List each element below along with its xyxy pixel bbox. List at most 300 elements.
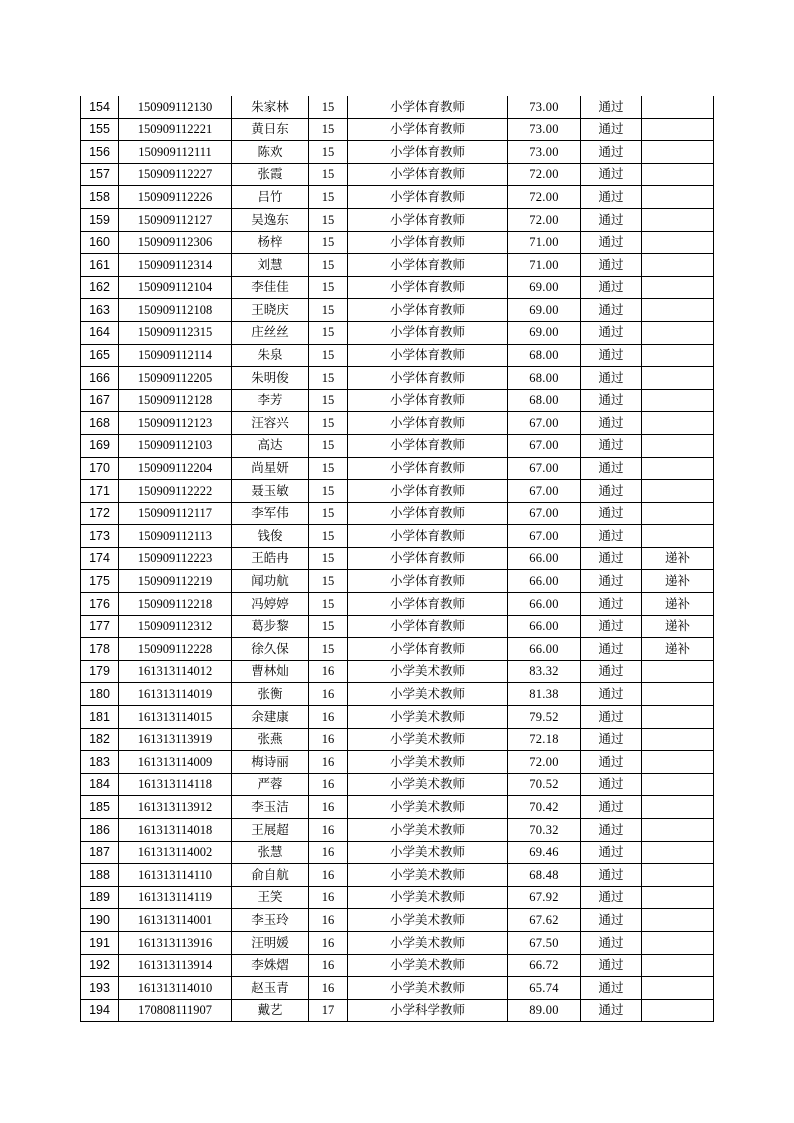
candidate-id: 161313114009	[119, 751, 232, 774]
row-number: 176	[81, 593, 119, 616]
group-code: 15	[309, 412, 348, 435]
group-code: 15	[309, 276, 348, 299]
group-code: 15	[309, 615, 348, 638]
candidate-name: 戴艺	[232, 999, 309, 1022]
remark	[642, 276, 714, 299]
table-row	[81, 480, 714, 503]
position-name: 小学体育教师	[348, 299, 508, 322]
candidate-name: 王展超	[232, 819, 309, 842]
group-code: 15	[309, 525, 348, 548]
remark	[642, 321, 714, 344]
group-code: 16	[309, 773, 348, 796]
remark	[642, 864, 714, 887]
group-code: 15	[309, 457, 348, 480]
remark	[642, 118, 714, 141]
row-number: 177	[81, 615, 119, 638]
score-value: 67.00	[508, 412, 581, 435]
result-status: 通过	[581, 615, 642, 638]
position-name: 小学体育教师	[348, 276, 508, 299]
result-status: 通过	[581, 819, 642, 842]
candidate-name: 李佳佳	[232, 276, 309, 299]
table-row	[81, 931, 714, 954]
group-code: 15	[309, 547, 348, 570]
candidate-id: 150909112117	[119, 502, 232, 525]
score-value: 69.00	[508, 321, 581, 344]
table-row	[81, 525, 714, 548]
candidate-name: 俞自航	[232, 864, 309, 887]
candidate-name: 汪容兴	[232, 412, 309, 435]
remark	[642, 728, 714, 751]
score-value: 66.00	[508, 638, 581, 661]
candidate-name: 张衡	[232, 683, 309, 706]
remark: 递补	[642, 615, 714, 638]
position-name: 小学美术教师	[348, 909, 508, 932]
position-name: 小学体育教师	[348, 615, 508, 638]
remark: 递补	[642, 593, 714, 616]
score-value: 68.00	[508, 367, 581, 390]
table-row	[81, 367, 714, 390]
candidate-id: 150909112205	[119, 367, 232, 390]
candidate-name: 朱家林	[232, 96, 309, 118]
score-value: 69.46	[508, 841, 581, 864]
position-name: 小学体育教师	[348, 163, 508, 186]
candidate-name: 陈欢	[232, 141, 309, 164]
candidate-name: 朱泉	[232, 344, 309, 367]
group-code: 16	[309, 706, 348, 729]
remark	[642, 841, 714, 864]
position-name: 小学美术教师	[348, 728, 508, 751]
remark	[642, 660, 714, 683]
table-row	[81, 412, 714, 435]
group-code: 15	[309, 638, 348, 661]
candidate-id: 150909112218	[119, 593, 232, 616]
table-row	[81, 841, 714, 864]
table-row	[81, 683, 714, 706]
position-name: 小学体育教师	[348, 141, 508, 164]
row-number: 183	[81, 751, 119, 774]
remark	[642, 96, 714, 118]
row-number: 190	[81, 909, 119, 932]
row-number: 185	[81, 796, 119, 819]
remark	[642, 886, 714, 909]
score-value: 89.00	[508, 999, 581, 1022]
candidate-id: 161313114118	[119, 773, 232, 796]
table-row	[81, 570, 714, 593]
candidate-name: 王皓冉	[232, 547, 309, 570]
score-value: 69.00	[508, 276, 581, 299]
candidate-id: 150909112314	[119, 254, 232, 277]
score-value: 70.32	[508, 819, 581, 842]
row-number: 188	[81, 864, 119, 887]
position-name: 小学美术教师	[348, 886, 508, 909]
row-number: 168	[81, 412, 119, 435]
group-code: 16	[309, 886, 348, 909]
result-status: 通过	[581, 841, 642, 864]
result-status: 通过	[581, 480, 642, 503]
table-row	[81, 118, 714, 141]
result-status: 通过	[581, 208, 642, 231]
group-code: 16	[309, 931, 348, 954]
candidate-id: 161313114110	[119, 864, 232, 887]
table-row	[81, 909, 714, 932]
result-status: 通过	[581, 276, 642, 299]
position-name: 小学体育教师	[348, 231, 508, 254]
candidate-id: 150909112113	[119, 525, 232, 548]
result-status: 通过	[581, 502, 642, 525]
table-row	[81, 773, 714, 796]
candidate-id: 150909112104	[119, 276, 232, 299]
table-row	[81, 819, 714, 842]
group-code: 15	[309, 299, 348, 322]
table-row	[81, 954, 714, 977]
result-status: 通过	[581, 547, 642, 570]
position-name: 小学体育教师	[348, 208, 508, 231]
candidate-id: 150909112222	[119, 480, 232, 503]
candidate-id: 161313114018	[119, 819, 232, 842]
candidate-name: 李玉玲	[232, 909, 309, 932]
row-number: 187	[81, 841, 119, 864]
remark	[642, 502, 714, 525]
position-name: 小学美术教师	[348, 773, 508, 796]
candidate-name: 徐久保	[232, 638, 309, 661]
candidate-id: 150909112226	[119, 186, 232, 209]
group-code: 16	[309, 954, 348, 977]
candidate-name: 冯婷婷	[232, 593, 309, 616]
row-number: 164	[81, 321, 119, 344]
result-status: 通过	[581, 954, 642, 977]
score-value: 72.18	[508, 728, 581, 751]
row-number: 181	[81, 706, 119, 729]
score-value: 67.62	[508, 909, 581, 932]
table-row	[81, 321, 714, 344]
candidate-id: 170808111907	[119, 999, 232, 1022]
group-code: 15	[309, 367, 348, 390]
row-number: 161	[81, 254, 119, 277]
remark	[642, 796, 714, 819]
row-number: 192	[81, 954, 119, 977]
score-value: 67.00	[508, 457, 581, 480]
table-row	[81, 977, 714, 1000]
position-name: 小学体育教师	[348, 254, 508, 277]
position-name: 小学体育教师	[348, 434, 508, 457]
position-name: 小学美术教师	[348, 683, 508, 706]
group-code: 15	[309, 96, 348, 118]
row-number: 171	[81, 480, 119, 503]
row-number: 194	[81, 999, 119, 1022]
table-row	[81, 751, 714, 774]
position-name: 小学体育教师	[348, 547, 508, 570]
row-number: 155	[81, 118, 119, 141]
remark	[642, 186, 714, 209]
row-number: 160	[81, 231, 119, 254]
row-number: 175	[81, 570, 119, 593]
position-name: 小学美术教师	[348, 864, 508, 887]
remark	[642, 434, 714, 457]
row-number: 169	[81, 434, 119, 457]
candidate-name: 钱俊	[232, 525, 309, 548]
table-row	[81, 593, 714, 616]
position-name: 小学美术教师	[348, 796, 508, 819]
remark	[642, 931, 714, 954]
score-value: 67.00	[508, 502, 581, 525]
result-status: 通过	[581, 773, 642, 796]
group-code: 16	[309, 909, 348, 932]
remark	[642, 909, 714, 932]
table-row	[81, 163, 714, 186]
row-number: 163	[81, 299, 119, 322]
row-number: 184	[81, 773, 119, 796]
candidate-name: 李姝熠	[232, 954, 309, 977]
group-code: 15	[309, 480, 348, 503]
remark	[642, 163, 714, 186]
table-row	[81, 299, 714, 322]
group-code: 16	[309, 796, 348, 819]
row-number: 162	[81, 276, 119, 299]
table-row	[81, 344, 714, 367]
group-code: 15	[309, 208, 348, 231]
position-name: 小学美术教师	[348, 660, 508, 683]
position-name: 小学美术教师	[348, 751, 508, 774]
candidate-name: 严蓉	[232, 773, 309, 796]
remark	[642, 344, 714, 367]
remark	[642, 231, 714, 254]
result-status: 通过	[581, 999, 642, 1022]
group-code: 15	[309, 389, 348, 412]
position-name: 小学美术教师	[348, 977, 508, 1000]
position-name: 小学美术教师	[348, 931, 508, 954]
result-status: 通过	[581, 751, 642, 774]
result-status: 通过	[581, 977, 642, 1000]
group-code: 17	[309, 999, 348, 1022]
table-row	[81, 706, 714, 729]
table-row	[81, 638, 714, 661]
position-name: 小学体育教师	[348, 593, 508, 616]
candidate-id: 150909112114	[119, 344, 232, 367]
score-value: 70.52	[508, 773, 581, 796]
score-value: 67.00	[508, 434, 581, 457]
table-row	[81, 208, 714, 231]
remark	[642, 819, 714, 842]
candidate-name: 张霞	[232, 163, 309, 186]
score-value: 70.42	[508, 796, 581, 819]
score-value: 73.00	[508, 96, 581, 118]
result-status: 通过	[581, 321, 642, 344]
remark: 递补	[642, 547, 714, 570]
candidate-name: 梅诗丽	[232, 751, 309, 774]
group-code: 16	[309, 977, 348, 1000]
candidate-name: 张燕	[232, 728, 309, 751]
result-status: 通过	[581, 931, 642, 954]
candidate-id: 150909112312	[119, 615, 232, 638]
remark	[642, 457, 714, 480]
result-status: 通过	[581, 367, 642, 390]
result-status: 通过	[581, 254, 642, 277]
position-name: 小学体育教师	[348, 457, 508, 480]
candidate-id: 161313113914	[119, 954, 232, 977]
group-code: 16	[309, 660, 348, 683]
position-name: 小学体育教师	[348, 480, 508, 503]
candidate-name: 黄日东	[232, 118, 309, 141]
row-number: 182	[81, 728, 119, 751]
remark	[642, 208, 714, 231]
table-row	[81, 547, 714, 570]
position-name: 小学科学教师	[348, 999, 508, 1022]
result-status: 通过	[581, 570, 642, 593]
remark: 递补	[642, 638, 714, 661]
remark	[642, 141, 714, 164]
group-code: 15	[309, 141, 348, 164]
result-status: 通过	[581, 886, 642, 909]
table-row	[81, 615, 714, 638]
candidate-name: 朱明俊	[232, 367, 309, 390]
result-status: 通过	[581, 525, 642, 548]
row-number: 156	[81, 141, 119, 164]
row-number: 167	[81, 389, 119, 412]
row-number: 180	[81, 683, 119, 706]
table-row	[81, 999, 714, 1022]
table-row	[81, 886, 714, 909]
position-name: 小学体育教师	[348, 344, 508, 367]
row-number: 166	[81, 367, 119, 390]
result-status: 通过	[581, 389, 642, 412]
score-value: 67.00	[508, 525, 581, 548]
candidate-name: 张慧	[232, 841, 309, 864]
candidate-id: 161313114119	[119, 886, 232, 909]
candidate-id: 150909112111	[119, 141, 232, 164]
score-value: 66.00	[508, 593, 581, 616]
score-value: 83.32	[508, 660, 581, 683]
candidate-id: 150909112128	[119, 389, 232, 412]
candidate-name: 庄丝丝	[232, 321, 309, 344]
remark	[642, 751, 714, 774]
score-value: 68.48	[508, 864, 581, 887]
table-row	[81, 864, 714, 887]
remark	[642, 525, 714, 548]
result-status: 通过	[581, 163, 642, 186]
score-value: 67.00	[508, 480, 581, 503]
group-code: 15	[309, 254, 348, 277]
row-number: 189	[81, 886, 119, 909]
result-status: 通过	[581, 412, 642, 435]
remark	[642, 706, 714, 729]
group-code: 15	[309, 186, 348, 209]
row-number: 186	[81, 819, 119, 842]
row-number: 159	[81, 208, 119, 231]
result-status: 通过	[581, 706, 642, 729]
result-status: 通过	[581, 231, 642, 254]
candidate-id: 150909112219	[119, 570, 232, 593]
candidate-id: 161313113916	[119, 931, 232, 954]
candidate-name: 王笑	[232, 886, 309, 909]
result-status: 通过	[581, 118, 642, 141]
position-name: 小学体育教师	[348, 118, 508, 141]
candidate-id: 150909112315	[119, 321, 232, 344]
candidate-id: 150909112123	[119, 412, 232, 435]
candidate-name: 杨梓	[232, 231, 309, 254]
table-row	[81, 141, 714, 164]
row-number: 193	[81, 977, 119, 1000]
score-value: 71.00	[508, 231, 581, 254]
score-value: 65.74	[508, 977, 581, 1000]
results-sheet	[80, 96, 714, 1022]
candidate-id: 161313114015	[119, 706, 232, 729]
result-status: 通过	[581, 186, 642, 209]
candidate-name: 尚星妍	[232, 457, 309, 480]
position-name: 小学美术教师	[348, 841, 508, 864]
table-body	[81, 96, 714, 1022]
group-code: 15	[309, 118, 348, 141]
candidate-id: 150909112306	[119, 231, 232, 254]
candidate-id: 150909112204	[119, 457, 232, 480]
score-value: 73.00	[508, 141, 581, 164]
score-value: 72.00	[508, 208, 581, 231]
candidate-id: 161313114012	[119, 660, 232, 683]
candidate-name: 余建康	[232, 706, 309, 729]
candidate-id: 161313113912	[119, 796, 232, 819]
row-number: 191	[81, 931, 119, 954]
candidate-id: 161313114001	[119, 909, 232, 932]
result-status: 通过	[581, 299, 642, 322]
candidate-id: 150909112127	[119, 208, 232, 231]
result-status: 通过	[581, 660, 642, 683]
table-row	[81, 389, 714, 412]
table-row	[81, 728, 714, 751]
remark	[642, 480, 714, 503]
candidate-name: 葛步黎	[232, 615, 309, 638]
score-value: 73.00	[508, 118, 581, 141]
candidate-id: 161313114002	[119, 841, 232, 864]
result-status: 通过	[581, 96, 642, 118]
row-number: 179	[81, 660, 119, 683]
row-number: 170	[81, 457, 119, 480]
candidate-id: 161313114010	[119, 977, 232, 1000]
position-name: 小学美术教师	[348, 819, 508, 842]
remark	[642, 773, 714, 796]
candidate-id: 150909112223	[119, 547, 232, 570]
remark	[642, 254, 714, 277]
result-status: 通过	[581, 457, 642, 480]
candidate-name: 闻功航	[232, 570, 309, 593]
candidate-name: 王晓庆	[232, 299, 309, 322]
score-value: 67.50	[508, 931, 581, 954]
group-code: 16	[309, 683, 348, 706]
candidate-id: 161313114019	[119, 683, 232, 706]
candidate-name: 吴逸东	[232, 208, 309, 231]
result-status: 通过	[581, 638, 642, 661]
position-name: 小学体育教师	[348, 412, 508, 435]
candidate-name: 刘慧	[232, 254, 309, 277]
group-code: 15	[309, 163, 348, 186]
position-name: 小学美术教师	[348, 954, 508, 977]
row-number: 154	[81, 96, 119, 118]
candidate-name: 李芳	[232, 389, 309, 412]
candidate-name: 吕竹	[232, 186, 309, 209]
row-number: 173	[81, 525, 119, 548]
group-code: 16	[309, 841, 348, 864]
table-row	[81, 434, 714, 457]
candidate-name: 赵玉青	[232, 977, 309, 1000]
remark	[642, 683, 714, 706]
group-code: 15	[309, 434, 348, 457]
row-number: 174	[81, 547, 119, 570]
group-code: 16	[309, 728, 348, 751]
table-row	[81, 96, 714, 118]
position-name: 小学体育教师	[348, 525, 508, 548]
group-code: 16	[309, 751, 348, 774]
table-row	[81, 502, 714, 525]
table-row	[81, 254, 714, 277]
remark	[642, 299, 714, 322]
